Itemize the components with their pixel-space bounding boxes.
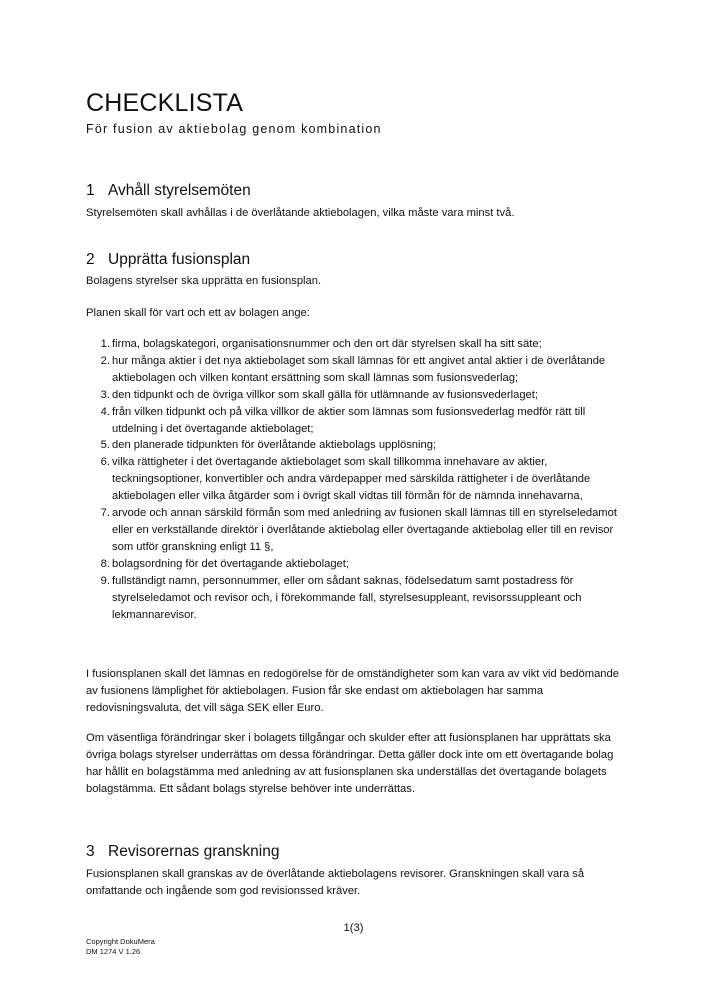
list-item bbox=[86, 454, 626, 505]
list-text: fullständigt namn, personnummer, eller om sådant saknas, födelsedatum samt postadress för styrelseledamot och revisor och, i förekommande fall, styrelsesuppleant, revisorssuppleant och lekmannarevisor. bbox=[112, 574, 582, 621]
list-item bbox=[86, 404, 626, 438]
section-2-heading bbox=[86, 250, 626, 270]
section-2-paragraph: I fusionsplanen skall det lämnas en redogörelse för de omständigheter som kan vara av vikt vid bedömande av fusionens lämplighet för aktiebolagen. Fusion får ske endast om aktiebolagen har samma redovisningsvaluta, det vill säga SEK eller Euro. bbox=[86, 668, 619, 714]
list-number: 9. bbox=[100, 574, 110, 587]
list-text: firma, bolagskategori, organisationsnummer och den ort där styrelsen skall ha sitt säte; bbox=[112, 338, 542, 350]
copyright-text: Copyright DokuMera bbox=[86, 937, 155, 946]
list-number: 3. bbox=[100, 388, 110, 401]
list-text: bolagsordning för det övertagande aktiebolaget; bbox=[112, 557, 349, 570]
list-number: 2. bbox=[100, 354, 110, 367]
section-2-paragraph: Bolagens styrelser ska upprätta en fusionsplan. bbox=[86, 275, 322, 287]
document-code: DM 1274 V 1.26 bbox=[86, 947, 141, 956]
section-2-paragraph: Planen skall för vart och ett av bolagen ange: bbox=[86, 307, 310, 319]
list-item bbox=[86, 387, 626, 404]
section-2-paragraph: Om väsentliga förändringar sker i bolagets tillgångar och skulder efter att fusionsplanen har upprättats ska övriga bolags styrelser underrättas om dessa förändringar. Detta gäller dock inte om ett övertagande bolag har hållit en bolagstämma med anledning av att fusionsplanen ska underställas det övertagande bolagets bolagstämma. Ett sådant bolags styrelse behöver inte underrättas. bbox=[86, 732, 614, 795]
fusion-plan-list bbox=[86, 336, 626, 623]
list-number: 8. bbox=[100, 557, 110, 570]
list-number: 5. bbox=[100, 439, 110, 452]
document-subtitle: För fusion av aktiebolag genom kombination bbox=[86, 122, 382, 136]
section-1-paragraph: Styrelsemöten skall avhållas i de överlåtande aktiebolagen, vilka måste vara minst två. bbox=[86, 207, 515, 219]
section-number: 3 bbox=[86, 843, 95, 860]
section-1-heading bbox=[86, 181, 626, 201]
section-title: Upprätta fusionsplan bbox=[108, 251, 251, 268]
list-text: arvode och annan särskild förmån som med anledning av fusionen skall lämnas till en styrelseledamot eller en verkställande direktör i överlåtande aktiebolag eller övertagande aktiebolag eller till en revisor som utför granskning enligt 11 §, bbox=[112, 507, 617, 553]
page-number: 1(3) bbox=[343, 922, 364, 934]
section-number: 1 bbox=[86, 182, 95, 199]
section-3-paragraph: Fusionsplanen skall granskas av de överlåtande aktiebolagens revisorer. Granskningen skall vara så omfattande och ingående som god revisionssed kräver. bbox=[86, 868, 585, 897]
list-item bbox=[86, 573, 626, 624]
section-title: Avhåll styrelsemöten bbox=[108, 182, 251, 199]
list-text: hur många aktier i det nya aktiebolaget som skall lämnas för ett angivet antal aktier i de överlåtande aktiebolagen och vilken kontant ersättning som skall lämnas som fusionsvederlag; bbox=[112, 354, 606, 384]
list-text: den planerade tidpunkten för överlåtande aktiebolags upplösning; bbox=[112, 439, 437, 452]
list-item bbox=[86, 505, 626, 556]
section-number: 2 bbox=[86, 251, 95, 268]
section-title: Revisorernas granskning bbox=[108, 843, 280, 860]
list-item bbox=[86, 336, 626, 353]
list-item bbox=[86, 437, 626, 454]
list-number: 4. bbox=[100, 405, 110, 418]
list-item bbox=[86, 556, 626, 573]
section-3-heading bbox=[86, 842, 626, 862]
footer bbox=[86, 937, 155, 957]
list-text: den tidpunkt och de övriga villkor som skall gälla för utlämnande av fusionsvederlaget; bbox=[112, 388, 538, 401]
document-title: CHECKLISTA bbox=[86, 89, 244, 117]
list-number: 6. bbox=[100, 456, 110, 469]
list-text: från vilken tidpunkt och på vilka villkor de aktier som lämnas som fusionsvederlag medför rätt till utdelning i det övertagande aktiebolaget; bbox=[112, 405, 586, 435]
list-text: vilka rättigheter i det övertagande aktiebolaget som skall tillkomma innehavare av aktier, teckningsoptioner, konvertibler och andra värdepapper med särskilda rättigheter i de överlåtande aktiebolagen eller vilka åtgärder som i övrigt skall vidtas till förmån för de nämnda innehavarna, bbox=[112, 456, 591, 503]
list-number: 1. bbox=[100, 338, 110, 350]
list-item bbox=[86, 353, 626, 387]
list-number: 7. bbox=[100, 507, 110, 520]
